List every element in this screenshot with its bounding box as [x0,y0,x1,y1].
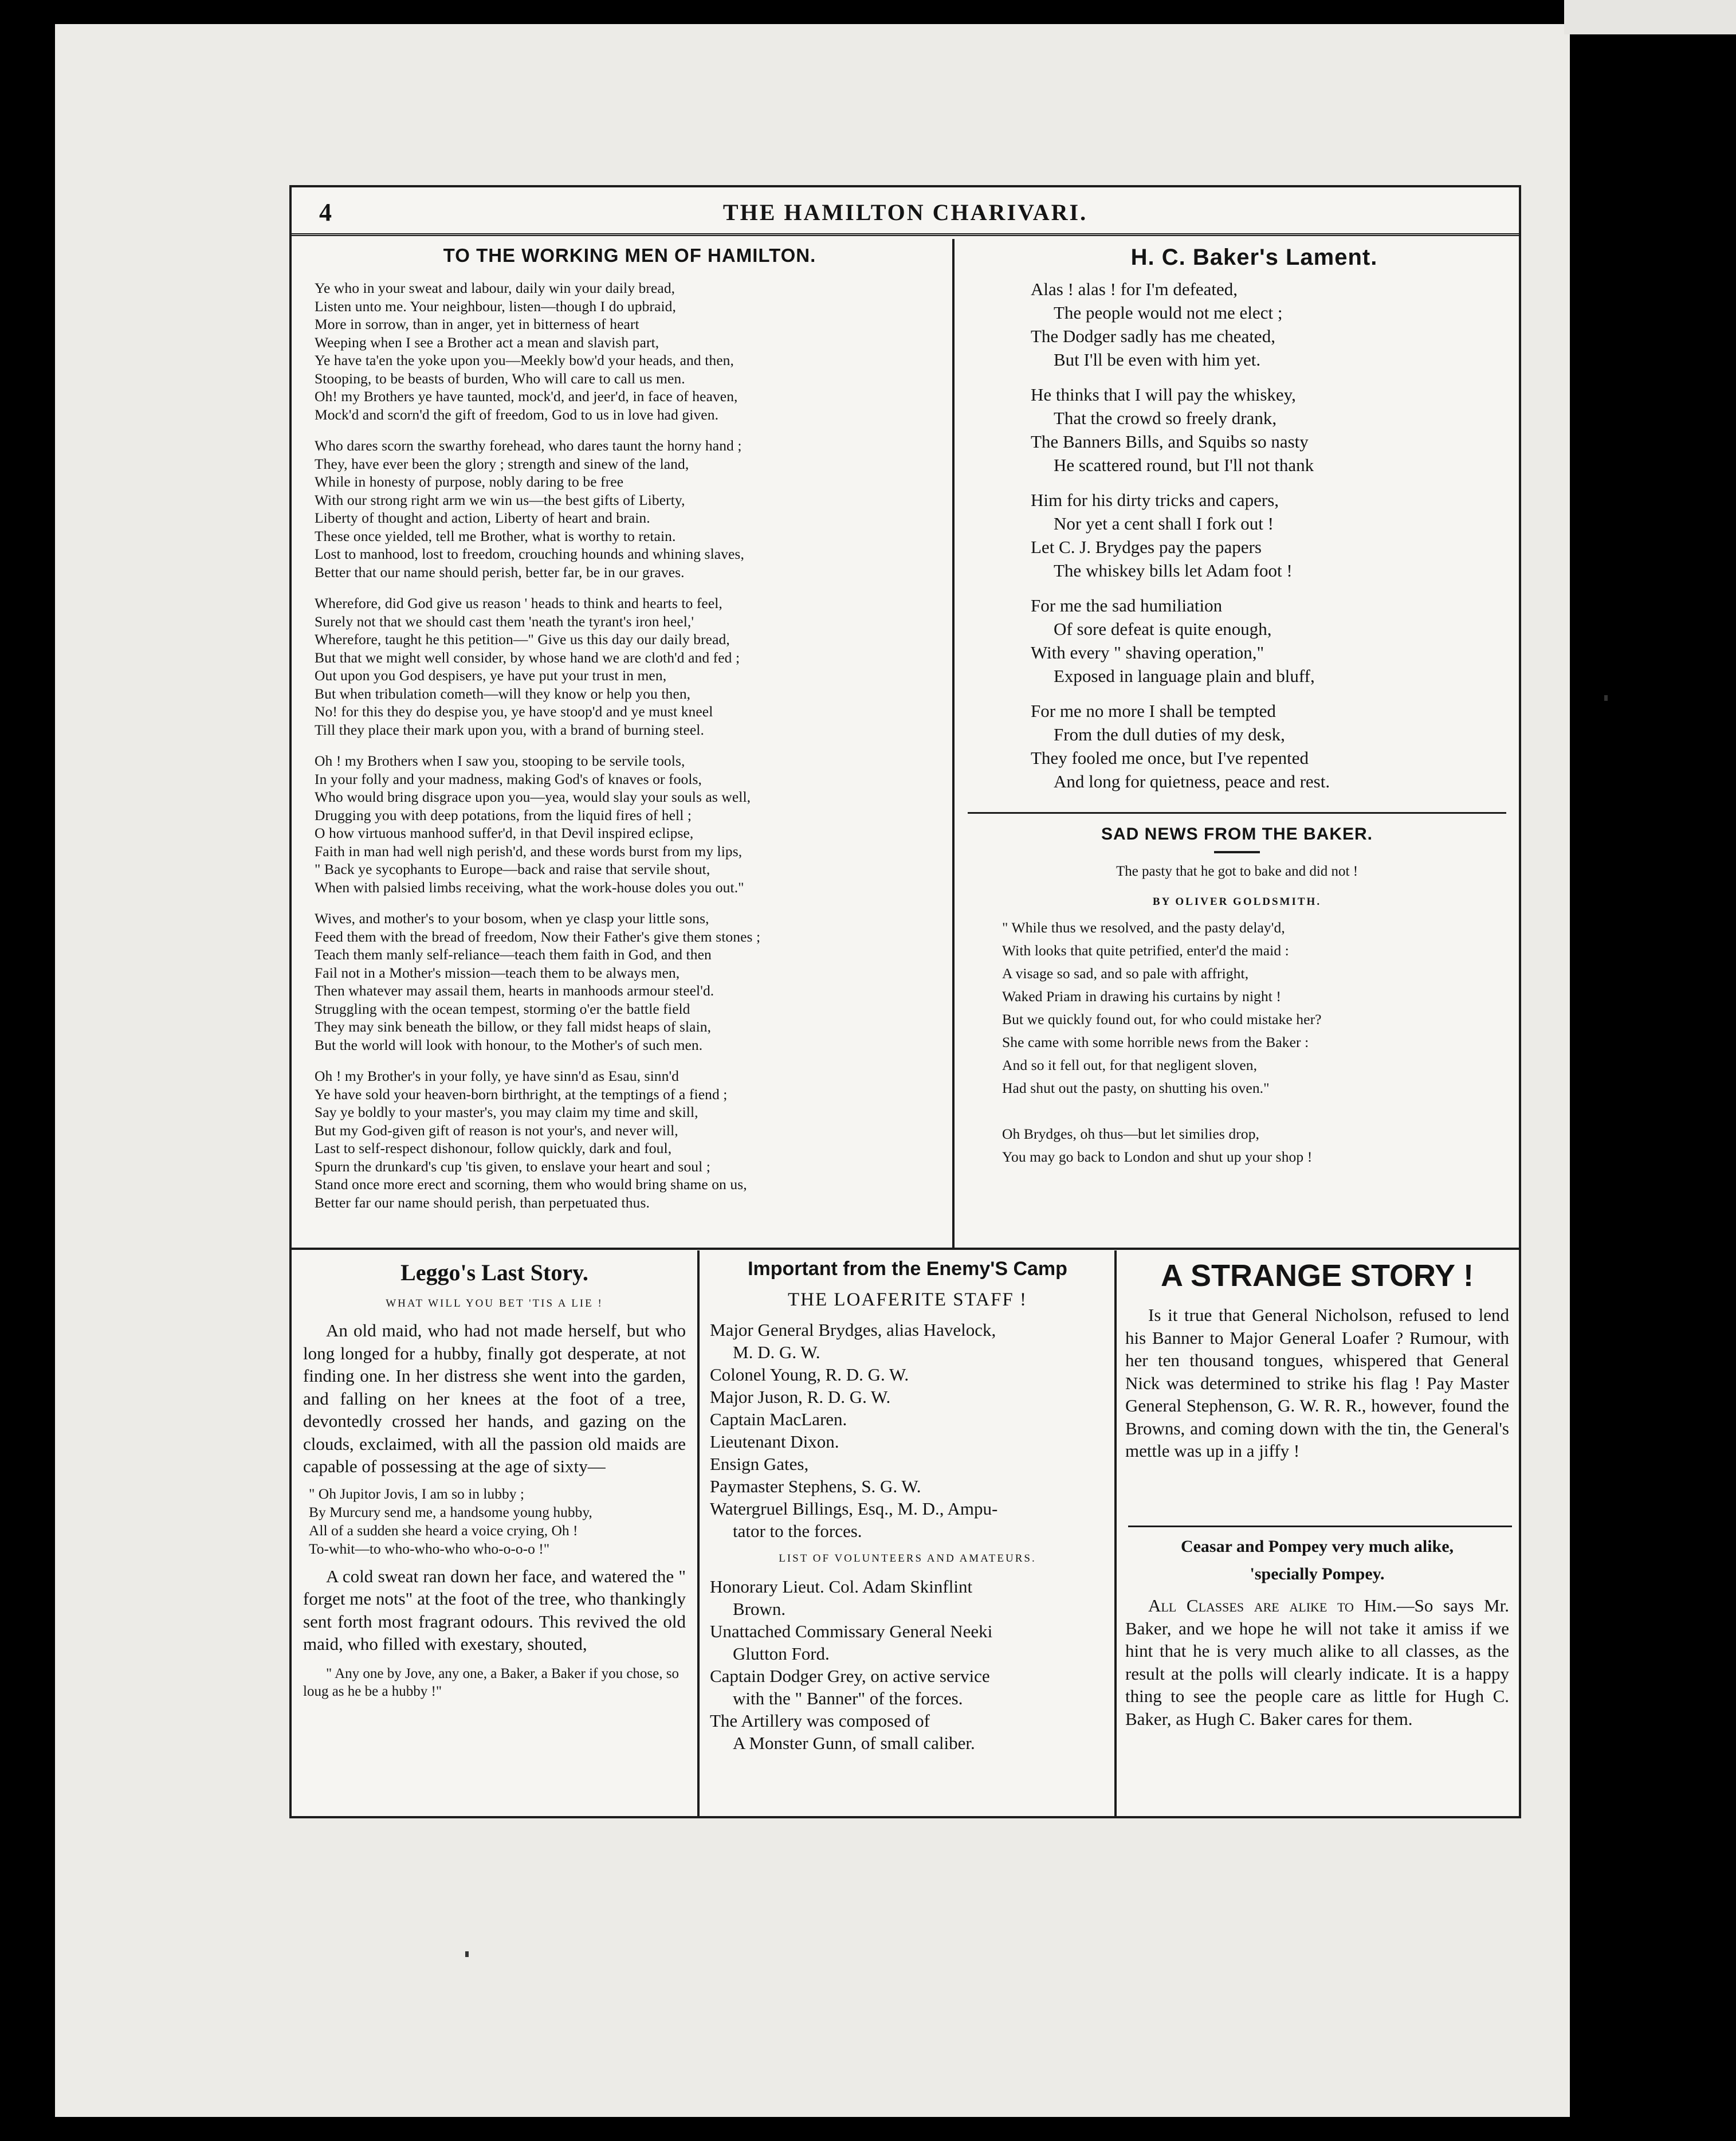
caesar-subtitle: 'specially Pompey. [1250,1564,1385,1583]
verse-line: Oh Brydges, oh thus—but let similies drop, [1002,1126,1260,1142]
strange-story-title: A STRANGE STORY ! [1160,1258,1474,1293]
verse-line: O how virtuous manhood suffer'd, in that Devil inspired eclipse, [315,825,694,841]
verse-line: Wherefore, taught he this petition—" Give us this day our daily bread, [315,631,730,648]
list-item: Captain MacLaren. [710,1409,847,1429]
verse-line: Who would bring disgrace upon you—yea, would slay your souls as well, [315,789,751,805]
caesar-body [1125,1594,1509,1730]
sad-news-byline: BY OLIVER GOLDSMITH. [1152,896,1322,908]
list-item: tator to the forces. [733,1521,862,1541]
column-divider [697,1250,700,1818]
column-divider [1114,1250,1117,1818]
verse-line: But I'll be even with him yet. [1054,350,1261,370]
list-item: Major Juson, R. D. G. W. [710,1387,891,1407]
verse-line: Drugging you with deep potations, from the liquid fires of hell ; [315,806,692,824]
verse-line: Liberty of thought and action, Liberty of heart and brain. [315,509,650,526]
verse-line: By Murcury send me, a handsome young hubby, [309,1503,592,1520]
page-number: 4 [319,198,332,226]
verse-line: Say ye boldly to your master's, you may claim my time and skill, [315,1104,698,1120]
leggo-paragraph: A cold sweat ran down her face, and watered the " forget me nots" at the foot of the tree, who thankingly sent forth most fragrant odours. This revived the old maid, who filled with exestary, shouted, [303,1566,686,1654]
verse-line: Oh ! my Brother's in your folly, ye have sinn'd as Esau, sinn'd [315,1068,680,1084]
verse-line: The Dodger sadly has me cheated, [1031,326,1275,346]
working-men-poem [315,245,945,1225]
stanza [1031,277,1501,371]
poem-stanzas [315,279,945,1211]
verse-line: Surely not that we should cast them 'neath the tyrant's iron heel,' [315,613,694,630]
stanza [1031,383,1501,477]
verse-line: With every " shaving operation," [1031,642,1264,662]
verse-line: Stooping, to be beasts of burden, Who will care to call us men. [315,370,685,387]
verse-line: Had shut out the pasty, on shutting his oven." [1002,1080,1270,1096]
staff-list [710,1319,1105,1542]
verse-line: " Oh Jupitor Jovis, I am so in lubby ; [309,1485,524,1502]
verse-line: With looks that quite petrified, enter'd the maid : [1002,942,1289,959]
caesar-text: —So says Mr. Baker, and we hope he will not take it amiss if we hint that he is very much alike to all classes, as the result at the polls will clearly indicate. It is a happy thing to see the people care as little for Hugh C. Baker, as Hugh C. Baker cares for them. [1125,1595,1509,1729]
verse-line: From the dull duties of my desk, [1054,724,1285,744]
verse-line: And long for quietness, peace and rest. [1054,771,1330,791]
verse-line: Feed them with the bread of freedom, Now their Father's give them stones ; [315,928,761,945]
list-item: Lieutenant Dixon. [710,1432,839,1452]
verse-line: Wherefore, did God give us reason ' heads to think and hearts to feel, [315,595,722,611]
sad-news-article [968,825,1506,1168]
sad-news-title: SAD NEWS FROM THE BAKER. [1101,825,1373,844]
verse-line: Wives, and mother's to your bosom, when ye clasp your little sons, [315,910,709,927]
sad-news-subtitle: The pasty that he got to bake and did not ! [1116,864,1358,879]
article-divider [1128,1526,1512,1527]
verse-line: But we quickly found out, for who could mistake her? [1002,1011,1322,1028]
verse-line: Spurn the drunkard's cup 'tis given, to enslave your heart and soul ; [315,1158,710,1175]
stanza [315,752,945,896]
verse-line: Mock'd and scorn'd the gift of freedom, God to us in love had given. [315,406,719,423]
poem-title: TO THE WORKING MEN OF HAMILTON. [443,245,816,266]
list-item: A Monster Gunn, of small caliber. [733,1733,975,1753]
verse-line: " Back ye sycophants to Europe—back and raise that servile shout, [315,861,710,877]
verse-line: These once yielded, tell me Brother, what is worthy to retain. [315,527,676,544]
verse-line: You may go back to London and shut up your shop ! [1002,1148,1313,1165]
verse-line: Let C. J. Brydges pay the papers [1031,537,1262,557]
verse-line: The people would not me elect ; [1054,303,1283,323]
verse-line: Lost to manhood, lost to freedom, crouching hounds and whining slaves, [315,546,744,562]
list-item: Watergruel Billings, Esq., M. D., Ampu- [710,1499,998,1519]
lament-poem [1031,245,1501,805]
scan-border [1570,0,1736,2141]
verse-line: Stand once more erect and scorning, them who would bring shame on us, [315,1176,747,1193]
adjacent-page-edge [1564,0,1736,34]
verse-line: Out upon you God despisers, ye have put your trust in men, [315,667,667,684]
verse-line: But the world will look with honour, to the Mother's of such men. [315,1036,703,1053]
verse-line: Last to self-respect dishonour, follow quickly, dark and foul, [315,1140,672,1156]
verse-line: Better that our name should perish, better far, be in our graves. [315,563,685,581]
verse-line: Weeping when I see a Brother act a mean and slavish part, [315,334,659,351]
list-item: Brown. [733,1599,786,1619]
article-divider [968,812,1506,814]
verse-line: Who dares scorn the swarthy forehead, who dares taunt the horny hand ; [315,437,742,454]
short-rule [1214,851,1260,853]
stanza [315,437,945,581]
list-item: Colonel Young, R. D. G. W. [710,1364,909,1385]
verse-line: The Banners Bills, and Squibs so nasty [1031,432,1309,452]
list-item: with the " Banner" of the forces. [733,1688,963,1708]
column-divider [952,239,955,1248]
stanza [315,909,945,1054]
leggo-verse [309,1485,686,1558]
verse-line: For me no more I shall be tempted [1031,701,1276,721]
verse-line: No! for this they do despise you, ye have stoop'd and ye must kneel [315,703,713,720]
list-item: Glutton Ford. [733,1644,830,1664]
stanza [1031,488,1501,582]
verse-line: Then whatever may assail them, hearts in manhoods armour steel'd. [315,982,714,999]
sad-news-closing [968,1123,1506,1168]
stanza [315,1067,945,1211]
newspaper-title: THE HAMILTON CHARIVARI. [722,199,1088,225]
verse-line: Him for his dirty tricks and capers, [1031,490,1279,510]
newspaper-page [289,185,1521,1818]
stanza [315,594,945,739]
stanza [1031,594,1501,688]
verse-line: Listen unto me. Your neighbour, listen—though I do upbraid, [315,297,676,315]
verse-line: They, have ever been the glory ; strength and sinew of the land, [315,455,689,472]
section-divider [292,1248,1519,1250]
verse-line: Ye have sold your heaven-born birthright, at the temptings of a fiend ; [315,1085,728,1103]
verse-line: He scattered round, but I'll not thank [1054,455,1314,475]
list-item: Honorary Lieut. Col. Adam Skinflint [710,1577,973,1597]
list-item: Captain Dodger Grey, on active service [710,1666,990,1686]
enemy-camp-title: Important from the Enemy'S Camp [748,1258,1067,1280]
leggo-closing: " Any one by Jove, any one, a Baker, a Baker if you chose, so loug as he be a hubby !" [303,1665,679,1699]
verse-line: Ye who in your sweat and labour, daily win your daily bread, [315,280,675,296]
verse-line: In your folly and your madness, making God's of knaves or fools, [315,770,702,787]
verse-line: Of sore defeat is quite enough, [1054,619,1272,639]
verse-line: That the crowd so freely drank, [1054,408,1277,428]
verse-line: The whiskey bills let Adam foot ! [1054,560,1293,581]
verse-line: Nor yet a cent shall I fork out ! [1054,513,1274,534]
list-item: Ensign Gates, [710,1454,809,1474]
verse-line: " While thus we resolved, and the pasty delay'd, [1002,919,1285,936]
volunteers-heading: LIST OF VOLUNTEERS AND AMATEURS. [779,1552,1036,1564]
volunteers-list [710,1575,1105,1754]
scan-speck [465,1951,469,1957]
verse-line: They fooled me once, but I've repented [1031,748,1309,768]
list-item: M. D. G. W. [733,1342,820,1362]
verse-line: She came with some horrible news from the Baker : [1002,1034,1309,1050]
verse-line: Faith in man had well nigh perish'd, and these words burst from my lips, [315,842,743,860]
enemy-camp-article [710,1258,1105,1754]
verse-line: Teach them manly self-reliance—teach them faith in God, and then [315,946,712,963]
verse-line: With our strong right arm we win us—the best gifts of Liberty, [315,491,685,508]
leggo-paragraph: An old maid, who had not made herself, but who long longed for a hubby, finally got desperate, at not finding one. In her distress she went into the garden, and falling on her knees at the foot of a tree, devontedly crossed her hands, and gazing on the clouds, exclaimed, with all the passion old maids are capable of possessing at the age of sixty— [303,1320,686,1476]
verse-line: Oh! my Brothers ye have taunted, mock'd, and jeer'd, in face of heaven, [315,388,738,405]
list-item: Unattached Commissary General Neeki [710,1621,993,1641]
verse-line: Better far our name should perish, than perpetuated thus. [315,1194,650,1211]
list-item: Major General Brydges, alias Havelock, [710,1320,996,1340]
enemy-camp-subtitle: THE LOAFERITE STAFF ! [788,1289,1027,1310]
scan-speck [1604,695,1608,701]
verse-line: And so it fell out, for that negligent sloven, [1002,1057,1258,1073]
stanza [315,279,945,424]
verse-line: He thinks that I will pay the whiskey, [1031,385,1296,405]
list-item: Paymaster Stephens, S. G. W. [710,1476,921,1496]
caesar-article [1125,1537,1509,1730]
lament-title: H. C. Baker's Lament. [1130,245,1378,270]
verse-line: They may sink beneath the billow, or they fall midst heaps of slain, [315,1018,712,1035]
verse-line: Till they place their mark upon you, with a brand of burning steel. [315,721,704,738]
page-header [292,187,1519,236]
leggo-title: Leggo's Last Story. [400,1260,588,1285]
verse-line: For me the sad humiliation [1031,595,1223,615]
caesar-title: Ceasar and Pompey very much alike, [1180,1537,1454,1556]
verse-line: A visage so sad, and so pale with affright, [1002,965,1249,982]
verse-line: Ye have ta'en the yoke upon you—Meekly bow'd your heads, and then, [315,352,735,368]
verse-line: But that we might well consider, by whose hand we are cloth'd and fed ; [315,649,740,666]
verse-line: Waked Priam in drawing his curtains by night ! [1002,988,1281,1005]
verse-line: While in honesty of purpose, nobly daring to be free [315,473,624,490]
leggo-subtitle: WHAT WILL YOU BET 'TIS A LIE ! [386,1297,603,1309]
verse-line: All of a sudden she heard a voice crying, Oh ! [309,1522,578,1539]
strange-story-article [1125,1258,1509,1462]
verse-line: But when tribulation cometh—will they know or help you then, [315,685,691,702]
strange-story-body: Is it true that General Nicholson, refused to lend his Banner to Major General Loafer ? Rumour, with her ten thousand tongues, whispered that General Nick was determined to strike his flag ! Pay Master General Stephenson, G. W. R. R., however, found the Browns, and coming down with the tin, the General's mettle was up in a jiffy ! [1125,1305,1509,1461]
list-item: The Artillery was composed of [710,1711,930,1731]
verse-line: Oh ! my Brothers when I saw you, stooping to be servile tools, [315,752,685,769]
leggo-article [303,1259,686,1700]
lament-stanzas [1031,277,1501,793]
verse-line: But my God-given gift of reason is not your's, and never will, [315,1122,678,1139]
verse-line: To-whit—to who-who-who who-o-o-o !" [309,1540,550,1557]
verse-line: Struggling with the ocean tempest, storming o'er the battle field [315,1000,690,1017]
sad-news-verse [968,916,1506,1100]
verse-line: Fail not in a Mother's mission—teach them to be always men, [315,964,680,981]
stanza [1031,699,1501,793]
verse-line: Exposed in language plain and bluff, [1054,666,1315,686]
verse-line: When with palsied limbs receiving, what the work-house doles you out." [315,879,744,896]
verse-line: Alas ! alas ! for I'm defeated, [1031,279,1238,299]
caesar-lead: All Classes are alike to Him. [1148,1595,1397,1615]
verse-line: More in sorrow, than in anger, yet in bitterness of heart [315,316,639,332]
